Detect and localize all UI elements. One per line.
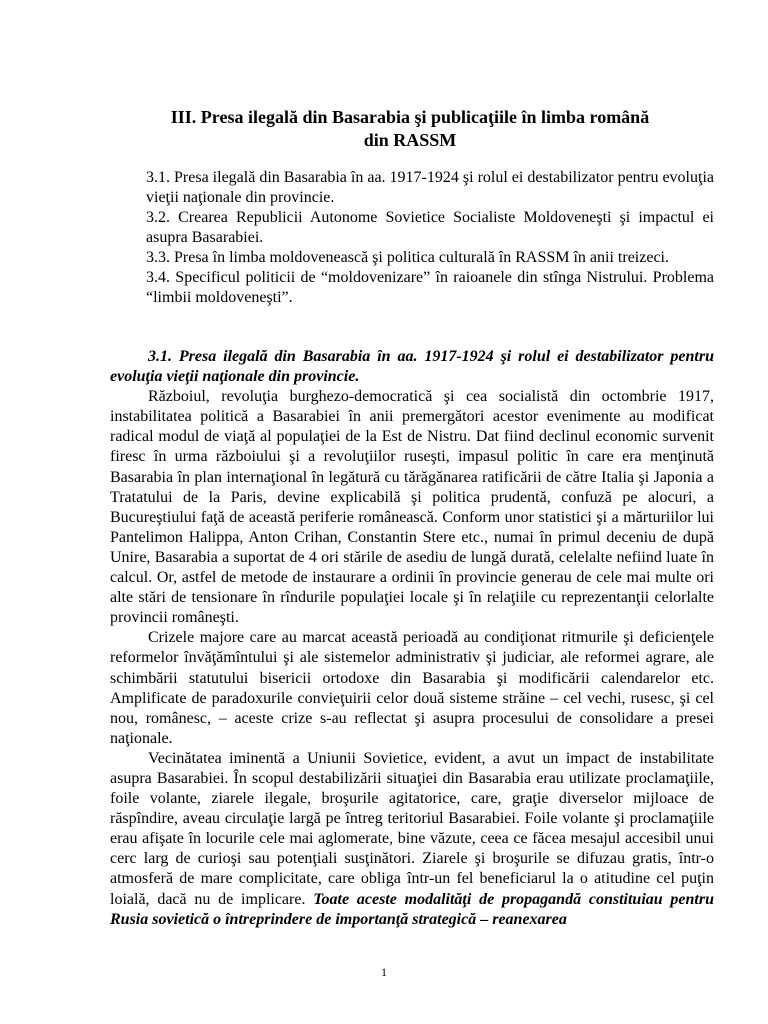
toc-item-3-3: 3.3. Presa în limba moldovenească şi politica culturală în RASSM în anii treizeci. [146, 249, 669, 266]
paragraph-3-text: Vecinătatea iminentă a Uniunii Sovietice, evident, a avut un impact de instabilitate asupra Basarabiei. În scopul destabilizării situaţiei din Basarabia erau utilizate proclamaţiile, foile volante, ziarele ilegale, broşurile agitatorice, care, graţie diverselor mijloace de răspîndire, aveau circulaţie largă pe întreg teritoriul Basarabiei. Foile volante şi proclamaţiile erau afişate în locurile cele mai aglomerate, bine văzute, ceea ce făcea mesajul accesibil unui cerc larg de curioşi sau potenţiali susţinători. Ziarele şi broşurile se difuzau gratis, într-o atmosferă de mare complicitate, care obliga într-un fel beneficiarul la o atitudine cel puţin loială, dacă nu de implicare. [110, 749, 714, 908]
section-body [110, 347, 714, 930]
page-number: 1 [381, 965, 387, 979]
toc-item-3-2: 3.2. Crearea Republicii Autonome Sovietice Socialiste Moldoveneşti şi impactul ei asupra Basarabiei. [146, 209, 714, 246]
paragraph-3 [110, 749, 714, 930]
section-heading: 3.1. Presa ilegală din Basarabia în aa. 1917-1924 şi rolul ei destabilizator pentru evoluţia vieţii naţionale din provincie. [110, 348, 714, 386]
paragraph-1: Războiul, revoluţia burghezo-democratică şi cea socialistă din octombrie 1917, instabilitatea politică a Basarabiei în anii premergători acestor evenimente au modificat radical modul de viaţă al populaţiei de la Est de Nistru. Dat fiind declinul economic survenit firesc în urma războiului şi a revoluţiilor ruseşti, impasul politic în care era menţinută Basarabia în plan internaţional în legătură cu tărăgănarea ratificării de către Italia şi Japonia a Tratatului de la Paris, devine explicabilă şi politica prudentă, confuză pe alocuri, a Bucureştiului faţă de această periferie românească. Conform unor statistici şi a mărturiilor lui Pantelimon Halippa, Anton Crihan, Constantin Stere etc., numai în primul deceniu de după Unire, Basarabia a suportat de 4 ori stările de asediu de lungă durată, celelalte nefiind luate în calcul. Or, astfel de metode de instaurare a ordinii în provincie generau de cele mai multe ori alte stări de tensionare în rîndurile populaţiei locale şi în relaţiile cu reprezentanţii celorlalte provincii româneşti. [110, 388, 714, 627]
toc-item-3-1: 3.1. Presa ilegală din Basarabia în aa. 1917-1924 şi rolul ei destabilizator pentru evoluţia vieţii naţionale din provincie. [146, 169, 714, 206]
chapter-title [110, 106, 710, 152]
table-of-contents [146, 168, 714, 308]
paragraph-3-emphasis: Toate aceste modalităţi de propagandă constituiau pentru Rusia sovietică o întreprindere de importanţă strategică – reanexarea [110, 890, 715, 928]
paragraph-2: Crizele majore care au marcat această perioadă au condiţionat ritmurile şi deficienţele reformelor învăţămîntului şi ale sistemelor administrativ şi judiciar, ale reformei agrare, ale schimbării statutului bisericii ortodoxe din Basarabia şi modificării calendarelor etc. Amplificate de paradoxurile convieţuirii celor două sisteme străine – cel vechi, rusesc, şi cel nou, românesc, – aceste crize s-au reflectat şi asupra procesului de consolidare a presei naţionale. [110, 629, 714, 747]
chapter-title-line-2: din RASSM [363, 130, 457, 150]
toc-item-3-4: 3.4. Specificul politicii de “moldovenizare” în raioanele din stînga Nistrului. Problema “limbii moldoveneşti”. [146, 269, 714, 306]
chapter-title-line-1: III. Presa ilegală din Basarabia şi publicaţiile în limba română [170, 107, 650, 127]
